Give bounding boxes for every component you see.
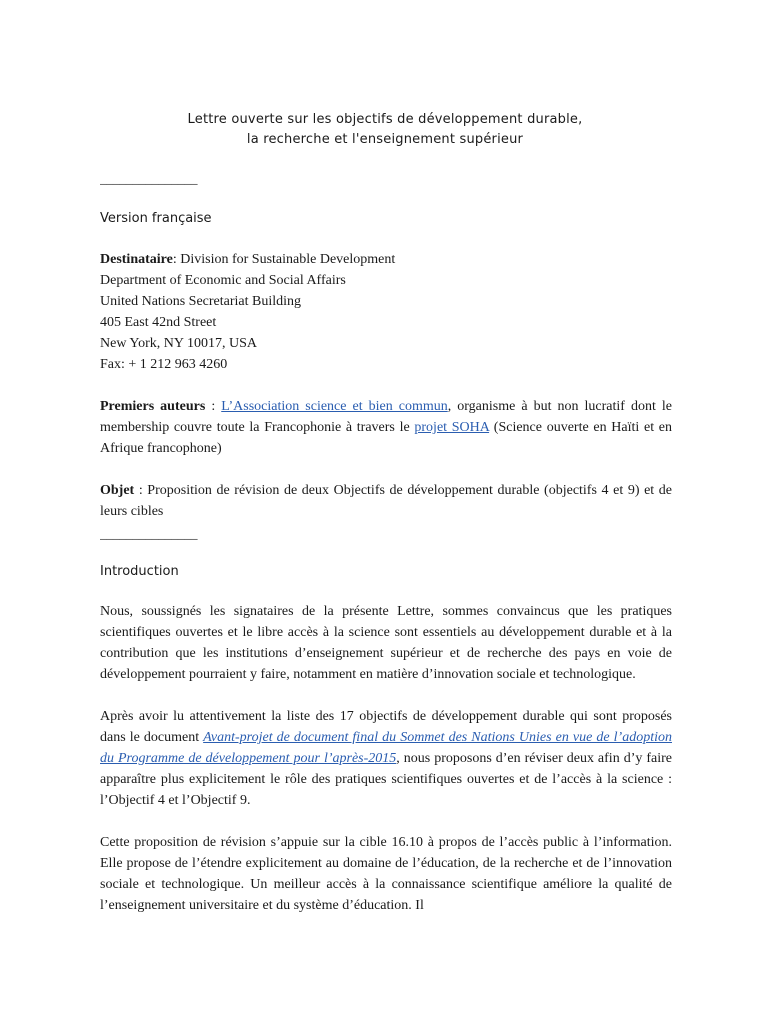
recipient-line-6: Fax: + 1 212 963 4260	[100, 357, 228, 372]
title-line-2: la recherche et l'enseignement supérieur	[246, 132, 524, 147]
recipient-line-2: Department of Economic and Social Affairs	[100, 273, 346, 288]
authors-paragraph	[100, 396, 672, 459]
recipient-line-5: New York, NY 10017, USA	[100, 336, 257, 351]
para2-text-2: , nous proposons d’en réviser deux afin d’y faire apparaître plus explicitement le rôle des pratiques scientifiques ouvertes et de l’accès à la science : l’Objectif 4 et l’Objectif 9.	[100, 751, 672, 808]
subject-paragraph	[100, 480, 672, 522]
association-link[interactable]: L’Association science et bien commun	[221, 399, 448, 414]
recipient-line-3: United Nations Secretariat Building	[100, 294, 302, 309]
introduction-heading: Introduction	[100, 564, 179, 579]
title-line-1: Lettre ouverte sur les objectifs de développement durable,	[187, 112, 583, 127]
intro-paragraph-3: Cette proposition de révision s’appuie sur la cible 16.10 à propos de l’accès public à l’information. Elle propose de l’étendre explicitement au domaine de l’éducation, de la recherche et de l’innovation sociale et technologique. Un meilleur accès à la connaissance scientifique améliore la qualité de l’enseignement universitaire et du système d’éducation. Il	[100, 835, 672, 913]
authors-text-1: , organisme à but non lucratif dont le membership couvre toute la Francophonie à travers le	[100, 399, 672, 435]
authors-sep: :	[205, 399, 222, 414]
draft-document-link[interactable]: Avant-projet de document final du Sommet des Nations Unies en vue de l’adoption du Programme de développement pour l’après-2015	[100, 730, 672, 766]
recipient-label: Destinataire	[100, 252, 173, 267]
authors-text-2: (Science ouverte en Haïti et en Afrique francophone)	[100, 420, 672, 456]
intro-paragraph-2	[100, 706, 672, 811]
separator-line-2: _______________	[100, 527, 198, 541]
intro-paragraph-1: Nous, soussignés les signataires de la présente Lettre, sommes convaincus que les pratiques scientifiques ouvertes et le libre accès à la science sont essentiels au développement durable et à la contribution que les institutions d’enseignement supérieur et de recherche des pays en voie de développement pourraient y faire, notamment en matière d’innovation sociale et technologique.	[100, 604, 672, 682]
recipient-block	[100, 249, 672, 375]
soha-project-link[interactable]: projet SOHA	[414, 420, 490, 435]
version-heading: Version française	[100, 211, 212, 226]
authors-label: Premiers auteurs	[100, 399, 206, 414]
subject-label: Objet	[100, 483, 135, 498]
separator-line: _______________	[100, 172, 198, 186]
para2-text-1: Après avoir lu attentivement la liste des 17 objectifs de développement durable qui sont proposés dans le document	[100, 709, 672, 745]
subject-text: : Proposition de révision de deux Objectifs de développement durable (objectifs 4 et 9) et de leurs cibles	[100, 483, 672, 519]
recipient-line-1: : Division for Sustainable Development	[172, 252, 396, 267]
recipient-line-4: 405 East 42nd Street	[100, 315, 217, 330]
document-title	[0, 110, 770, 150]
